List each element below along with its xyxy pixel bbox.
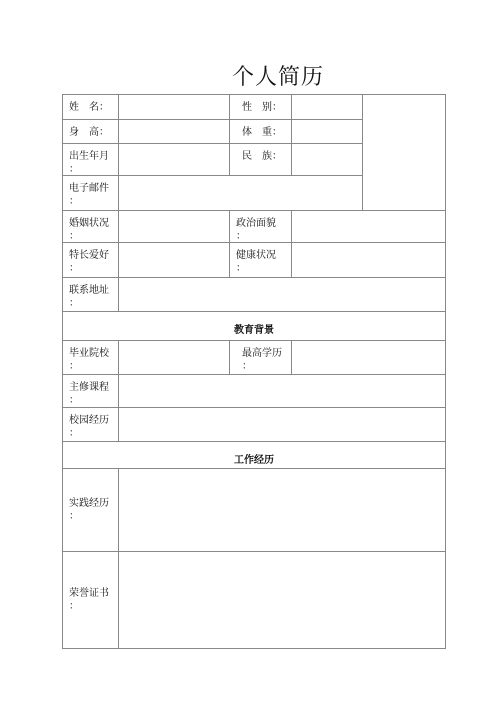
birth-field[interactable]	[118, 143, 230, 176]
name-field[interactable]	[118, 94, 230, 120]
email-label-cell	[62, 175, 119, 211]
weight-label-cell	[229, 119, 292, 144]
address-label: 联系地址 ：	[69, 285, 109, 309]
education-section-header	[62, 311, 446, 341]
education-section-title: 教育背景	[234, 325, 274, 336]
email-label: 电子邮件 ：	[69, 183, 109, 207]
birth-label: 出生年月 ：	[69, 151, 109, 175]
degree-label-cell	[229, 340, 292, 375]
honors-field[interactable]	[118, 551, 446, 649]
work-section-title: 工作经历	[234, 455, 274, 466]
hobby-label: 特长爱好 ：	[69, 250, 109, 274]
weight-field[interactable]	[291, 119, 363, 144]
school-field[interactable]	[118, 340, 230, 375]
courses-field[interactable]	[118, 374, 446, 408]
health-field[interactable]	[291, 242, 446, 278]
degree-field[interactable]	[291, 340, 446, 375]
height-label-cell	[62, 119, 119, 144]
health-label-cell	[229, 242, 292, 278]
courses-label-cell	[62, 374, 119, 408]
practice-field[interactable]	[118, 468, 446, 552]
email-field[interactable]	[118, 175, 363, 211]
photo-area[interactable]	[362, 94, 446, 211]
name-label: 姓 名：	[69, 102, 109, 113]
campus-label: 校园经历 ：	[69, 415, 109, 439]
marital-label-cell	[62, 210, 119, 243]
school-label-cell	[62, 340, 119, 375]
hobby-field[interactable]	[118, 242, 230, 278]
page-title: 个人简历	[232, 65, 325, 90]
marital-field[interactable]	[118, 210, 230, 243]
marital-label: 婚姻状况 ：	[69, 218, 109, 242]
hobby-label-cell	[62, 242, 119, 278]
campus-label-cell	[62, 407, 119, 442]
honors-label-cell	[62, 551, 119, 649]
practice-label: 实践经历 ：	[69, 498, 109, 522]
political-label: 政治面貌 ：	[236, 218, 276, 242]
honors-label: 荣誉证书 ：	[69, 588, 109, 612]
name-label-cell	[62, 94, 119, 120]
height-field[interactable]	[118, 119, 230, 144]
degree-label: 最高学历 ：	[242, 348, 282, 372]
political-field[interactable]	[291, 210, 446, 243]
address-field[interactable]	[118, 277, 446, 312]
birth-label-cell	[62, 143, 119, 176]
health-label: 健康状况 ：	[236, 250, 276, 274]
address-label-cell	[62, 277, 119, 312]
ethnicity-field[interactable]	[291, 143, 363, 176]
ethnicity-label: 民 族：	[242, 151, 282, 162]
practice-label-cell	[62, 468, 119, 552]
work-section-header	[62, 441, 446, 469]
political-label-cell	[229, 210, 292, 243]
gender-label: 性 别：	[242, 102, 282, 113]
campus-field[interactable]	[118, 407, 446, 442]
courses-label: 主修课程 ：	[69, 382, 109, 406]
gender-field[interactable]	[291, 94, 363, 120]
school-label: 毕业院校 ：	[69, 348, 109, 372]
weight-label: 体 重：	[242, 127, 282, 138]
gender-label-cell	[229, 94, 292, 120]
ethnicity-label-cell	[229, 143, 292, 176]
height-label: 身 高：	[69, 127, 109, 138]
